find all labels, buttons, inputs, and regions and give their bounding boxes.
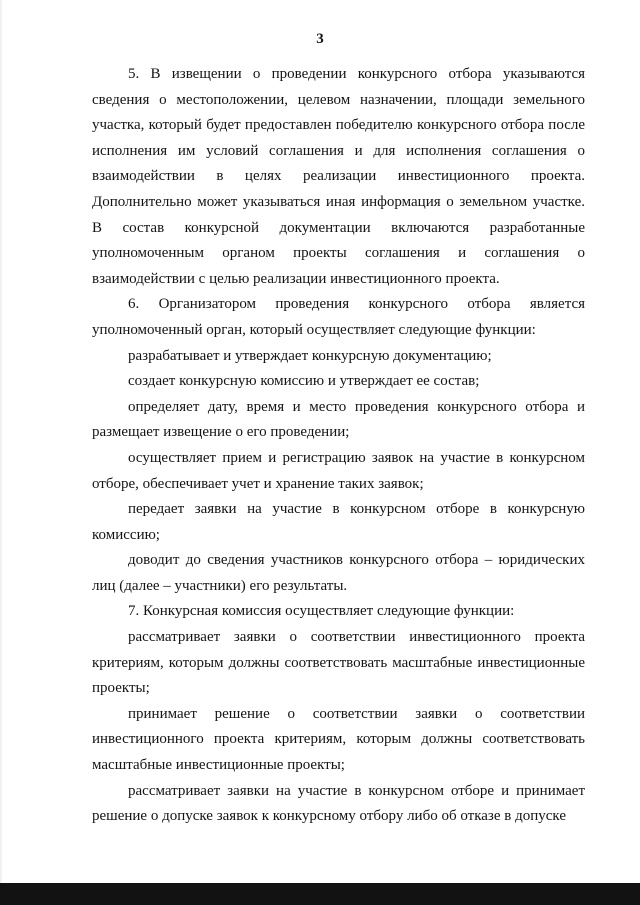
- commission-review-criteria: рассматривает заявки о соответствии инвестиционного проекта критериям, которым должны соответствовать масштабные инвестиционные проекты;: [92, 629, 585, 697]
- scan-edge-shadow: [0, 0, 2, 905]
- function-develop-documentation: разрабатывает и утверждает конкурсную документацию;: [128, 347, 492, 364]
- function-set-date-place: определяет дату, время и место проведения конкурсного отбора и размещает извещение о его проведении;: [92, 398, 585, 441]
- function-inform-participants: доводит до сведения участников конкурсного отбора – юридических лиц (далее – участники) его результаты.: [92, 552, 585, 594]
- scan-bottom-border: [0, 883, 640, 905]
- function-register-applications: осуществляет прием и регистрацию заявок на участие в конкурсном отборе, обеспечивает учет и хранение таких заявок;: [92, 449, 585, 492]
- function-transfer-applications: передает заявки на участие в конкурсном отборе в конкурсную комиссию;: [92, 501, 585, 543]
- commission-decide-criteria: принимает решение о соответствии заявки о соответствии инвестиционного проекта критериям, которым должны соответствовать масштабные инвестиционные проекты;: [92, 705, 585, 774]
- document-body: [92, 62, 585, 830]
- commission-review-admission: рассматривает заявки на участие в конкурсном отборе и принимает решение о допуске заявок к конкурсному отбору либо об отказе в допуске: [92, 782, 585, 825]
- paragraph-item-6: 6. Организатором проведения конкурсного отбора является уполномоченный орган, который осуществляет следующие функции:: [92, 296, 585, 338]
- page-number: 3: [316, 31, 324, 47]
- paragraph-item-5: 5. В извещении о проведении конкурсного отбора указываются сведения о местоположении, целевом назначении, площади земельного участка, который будет предоставлен победителю конкурсного отбора после исполнения им условий соглашения и для исполнения соглашения о взаимодействии в целях реализации инвестиционного проекта. Дополнительно может указываться иная информация о земельном участке. В состав конкурсной документации включаются разработанные уполномоченным органом проекты соглашения и соглашения о взаимодействии с целью реализации инвестиционного проекта.: [92, 66, 585, 287]
- paragraph-item-7: 7. Конкурсная комиссия осуществляет следующие функции:: [128, 603, 515, 620]
- function-create-commission: создает конкурсную комиссию и утверждает ее состав;: [128, 373, 480, 390]
